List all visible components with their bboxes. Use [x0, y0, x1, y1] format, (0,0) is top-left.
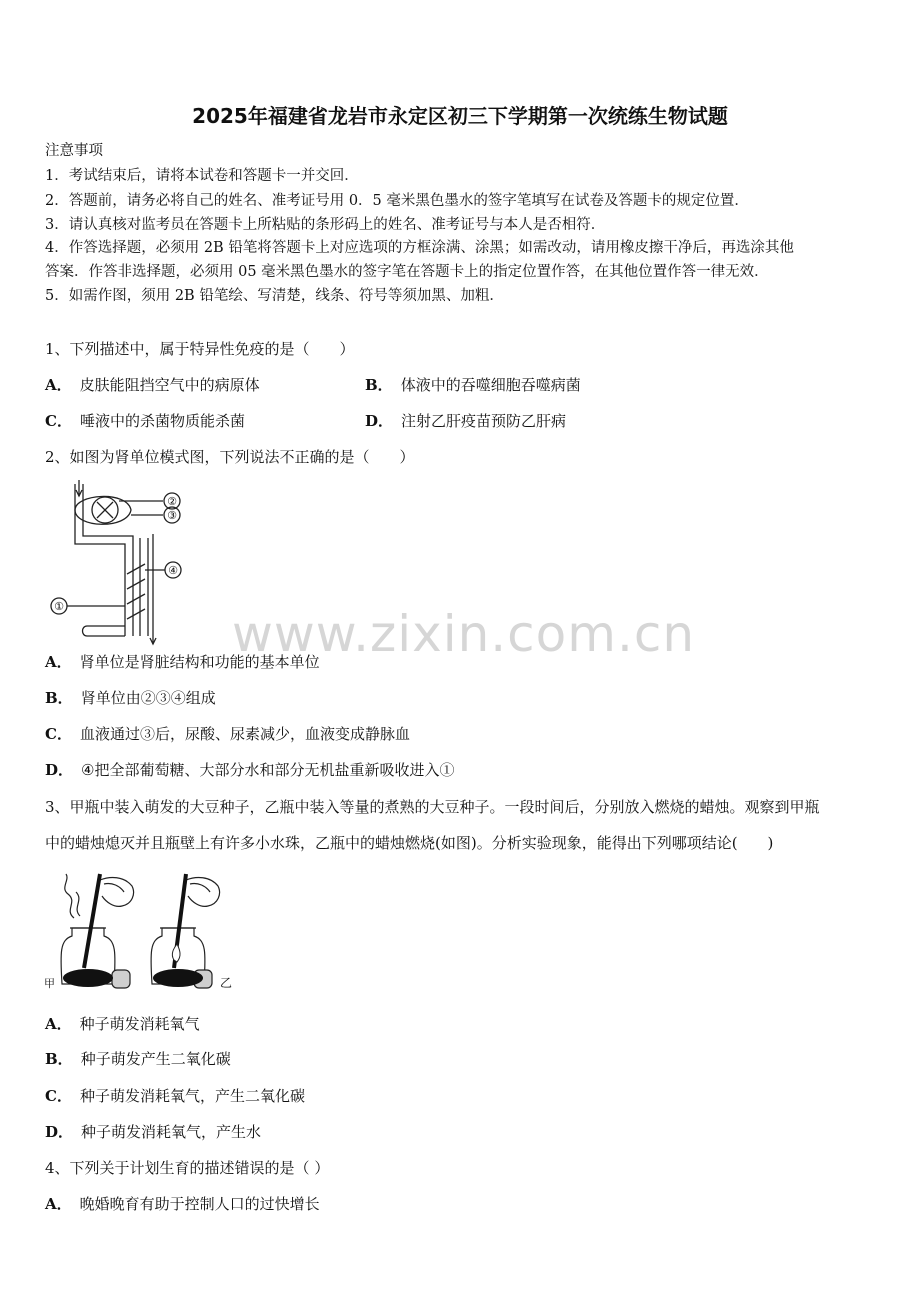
option-text: 肾单位由②③④组成	[80, 689, 216, 707]
option-text: 注射乙肝疫苗预防乙肝病	[401, 412, 567, 430]
option-letter: D．	[45, 1123, 74, 1141]
option-text: 皮肤能阻挡空气中的病原体	[79, 376, 260, 394]
q1-stem: 1、下列描述中，属于特异性免疫的是（ ）	[45, 340, 355, 358]
q3-option-d	[45, 1121, 261, 1142]
q1-option-b	[365, 374, 581, 395]
diagram-label-4: ④	[168, 564, 178, 577]
bottle-label-yi: 乙	[220, 976, 233, 990]
q3-stem-line1: 3、甲瓶中装入萌发的大豆种子，乙瓶中装入等量的煮熟的大豆种子。一段时间后，分别放入燃烧的蜡烛。观察到甲瓶	[45, 798, 820, 816]
page-title: 2025年福建省龙岩市永定区初三下学期第一次统练生物试题	[192, 104, 728, 128]
option-letter: B．	[365, 376, 393, 394]
option-letter: B．	[45, 689, 73, 707]
seed-bottle-figure	[44, 866, 240, 996]
option-letter: B．	[45, 1050, 73, 1068]
notice-heading: 注意事项	[45, 143, 103, 159]
option-letter: C．	[45, 412, 72, 430]
option-letter: A．	[45, 1195, 72, 1213]
option-text: 体液中的吞噬细胞吞噬病菌	[400, 376, 581, 394]
option-text: 种子萌发消耗氧气，产生水	[81, 1123, 262, 1141]
bottle-label-jia: 甲	[44, 977, 55, 990]
diagram-label-3: ③	[167, 509, 177, 522]
q4-stem: 4、下列关于计划生育的描述错误的是（ ）	[45, 1159, 330, 1177]
q3-option-a	[45, 1013, 200, 1034]
watermark: www.zixin.com.cn	[232, 605, 696, 663]
option-text: 种子萌发产生二氧化碳	[80, 1050, 231, 1068]
option-letter: D．	[365, 412, 394, 430]
q3-stem-line2: 中的蜡烛熄灭并且瓶壁上有许多小水珠，乙瓶中的蜡烛燃烧(如图)。分析实验现象，能得出下列哪项结论( )	[45, 834, 774, 852]
q2-option-c	[45, 723, 410, 744]
q1-option-c	[45, 410, 245, 431]
q2-option-d	[45, 759, 454, 780]
option-letter: D．	[45, 761, 74, 779]
option-letter: C．	[45, 1087, 72, 1105]
option-text: 唾液中的杀菌物质能杀菌	[79, 412, 245, 430]
nephron-diagram	[45, 476, 195, 646]
option-text: ④把全部葡萄糖、大部分水和部分无机盐重新吸收进入①	[81, 761, 455, 779]
q3-option-c	[45, 1085, 305, 1106]
q1-option-a	[45, 374, 260, 395]
option-text: 肾单位是肾脏结构和功能的基本单位	[79, 653, 320, 671]
option-text: 种子萌发消耗氧气，产生二氧化碳	[79, 1087, 305, 1105]
notice-line: 2．答题前，请务必将自己的姓名、准考证号用 0．5 毫米黑色墨水的签字笔填写在试卷及答题卡的规定位置．	[45, 193, 749, 209]
option-letter: C．	[45, 725, 72, 743]
notice-line: 1．考试结束后，请将本试卷和答题卡一并交回．	[45, 168, 359, 184]
q2-option-b	[45, 687, 216, 708]
option-letter: A．	[45, 653, 72, 671]
option-letter: A．	[45, 376, 72, 394]
option-text: 血液通过③后，尿酸、尿素减少，血液变成静脉血	[79, 725, 410, 743]
diagram-label-1: ①	[54, 600, 64, 613]
q4-option-a	[45, 1193, 320, 1214]
q3-option-b	[45, 1048, 231, 1069]
notice-line: 4．作答选择题，必须用 2B 铅笔将答题卡上对应选项的方框涂满、涂黑；如需改动，请用橡皮擦干净后，再选涂其他	[45, 240, 794, 256]
notice-line: 3．请认真核对监考员在答题卡上所粘贴的条形码上的姓名、准考证号与本人是否相符．	[45, 217, 606, 233]
notice-line: 5．如需作图，须用 2B 铅笔绘、写清楚，线条、符号等须加黑、加粗．	[45, 288, 504, 304]
option-text: 晚婚晚育有助于控制人口的过快增长	[79, 1195, 320, 1213]
q2-stem: 2、如图为肾单位模式图，下列说法不正确的是（ ）	[45, 448, 415, 466]
diagram-label-2: ②	[167, 495, 177, 508]
option-letter: A．	[45, 1015, 72, 1033]
notice-line: 答案．作答非选择题，必须用 05 毫米黑色墨水的签字笔在答题卡上的指定位置作答，在其他位置作答一律无效．	[45, 264, 769, 280]
q1-option-d	[365, 410, 566, 431]
option-text: 种子萌发消耗氧气	[79, 1015, 200, 1033]
